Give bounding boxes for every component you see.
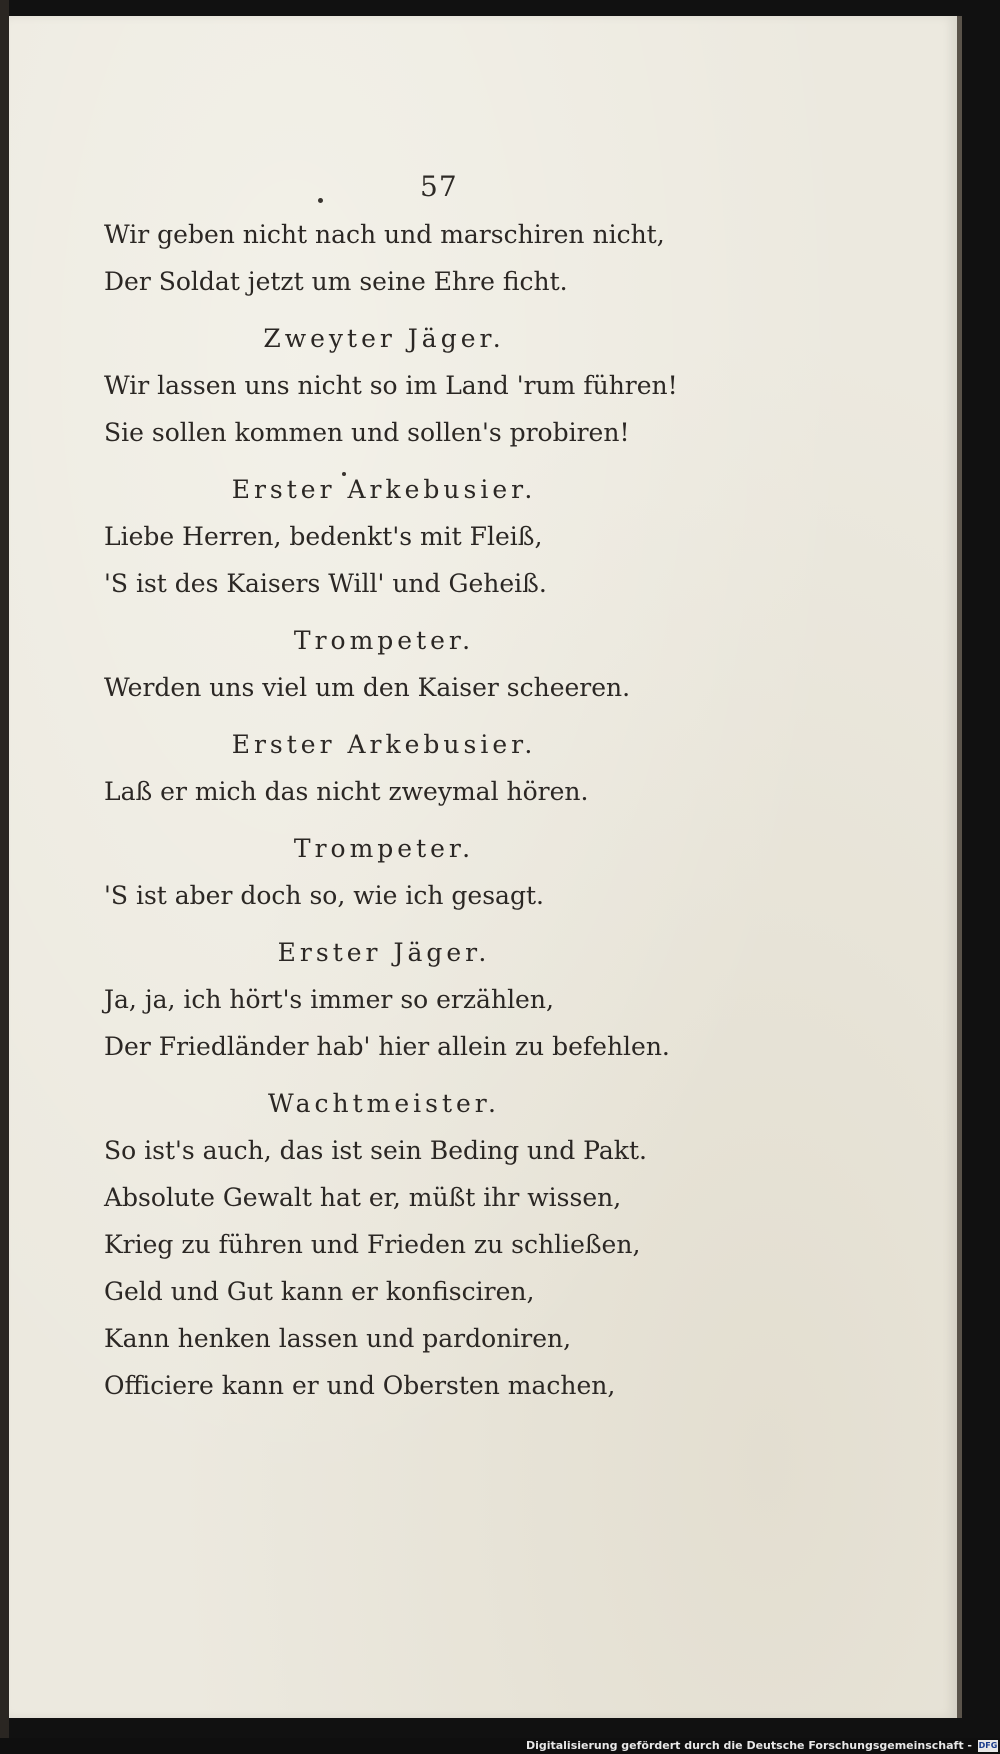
verse-line: Absolute Gewalt hat er, müßt ihr wissen, — [104, 1183, 622, 1212]
verse-line: Wir lassen uns nicht so im Land 'rum führen! — [104, 371, 678, 400]
digitization-credit: Digitalisierung gefördert durch die Deutsche Forschungsgemeinschaft - — [525, 1739, 972, 1752]
verse-line: Laß er mich das nicht zweymal hören. — [104, 777, 589, 806]
verse-line: Kann henken lassen und pardoniren, — [104, 1324, 572, 1353]
verse-line: Officiere kann er und Obersten machen, — [104, 1371, 616, 1400]
verse-line: Liebe Herren, bedenkt's mit Fleiß, — [104, 522, 543, 551]
verse-line: Krieg zu führen und Frieden zu schließen, — [104, 1230, 641, 1259]
verse-line: Geld und Gut kann er konfisciren, — [104, 1277, 535, 1306]
speaker-name: Trompeter. — [293, 626, 475, 655]
verse-line: Ja, ja, ich hört's immer so erzählen, — [104, 985, 554, 1014]
verse-line: 'S ist des Kaisers Will' und Geheiß. — [104, 569, 547, 598]
speaker-name: Trompeter. — [293, 834, 475, 863]
verse-line: Der Soldat jetzt um seine Ehre ficht. — [104, 267, 568, 296]
verse-line: 'S ist aber doch so, wie ich gesagt. — [104, 881, 544, 910]
speaker-name: Wachtmeister. — [268, 1089, 500, 1118]
verse-line: Der Friedländer hab' hier allein zu befehlen. — [104, 1032, 670, 1061]
verse-line: So ist's auch, das ist sein Beding und Pakt. — [104, 1136, 647, 1165]
verse-line: Werden uns viel um den Kaiser scheeren. — [104, 673, 631, 702]
dfg-logo-icon: DFG — [978, 1741, 998, 1750]
binding-edge — [0, 0, 9, 1754]
page-number: 57 — [420, 170, 458, 203]
page-edge — [957, 16, 962, 1718]
verse-line: Sie sollen kommen und sollen's probiren! — [104, 418, 630, 447]
speaker-name: Erster Jäger. — [277, 938, 491, 967]
speaker-name: Erster Arkebusier. — [231, 730, 537, 759]
speaker-name: Erster Arkebusier. — [231, 475, 537, 504]
speaker-name: Zweyter Jäger. — [263, 324, 505, 353]
verse-text — [104, 220, 678, 1418]
paper-speck — [318, 198, 323, 203]
verse-line: Wir geben nicht nach und marschiren nicht, — [104, 220, 665, 249]
